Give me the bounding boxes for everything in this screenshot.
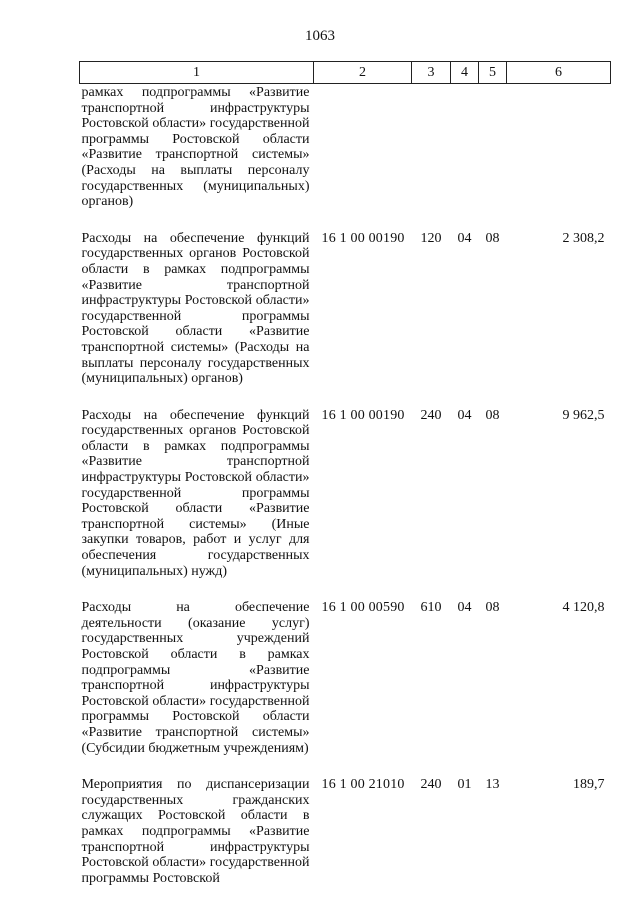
row-section	[451, 84, 479, 231]
row-amount: 2 308,2	[507, 231, 611, 408]
row-description: Расходы на обеспечение функций государственных органов Ростовской области в рамках подпрограммы «Развитие транспортной инфраструктуры Ростовской области» государственной программы Ростовской области «Развитие транспортной системы» (Расходы на выплаты персоналу государственных (муниципальных) органов)	[80, 231, 314, 408]
row-description: Мероприятия по диспансеризации государственных гражданских служащих Ростовской области в рамках подпрограммы «Развитие транспортной инфраструктуры Ростовской области» государственной программы Ростовской	[80, 777, 314, 907]
table-row	[80, 408, 611, 601]
header-col-4: 4	[451, 62, 479, 84]
header-col-1: 1	[80, 62, 314, 84]
header-col-2: 2	[314, 62, 412, 84]
row-subsection: 08	[479, 600, 507, 777]
header-col-6: 6	[507, 62, 611, 84]
table-row	[80, 600, 611, 777]
row-type: 120	[412, 231, 451, 408]
row-subsection	[479, 84, 507, 231]
header-col-3: 3	[412, 62, 451, 84]
row-subsection: 08	[479, 231, 507, 408]
budget-table	[79, 61, 611, 907]
row-code: 16 1 00 00590	[314, 600, 412, 777]
row-amount: 189,7	[507, 777, 611, 907]
row-code: 16 1 00 00190	[314, 231, 412, 408]
header-row	[80, 62, 611, 84]
row-amount: 4 120,8	[507, 600, 611, 777]
row-section: 04	[451, 231, 479, 408]
row-code	[314, 84, 412, 231]
row-amount: 9 962,5	[507, 408, 611, 601]
table-row	[80, 84, 611, 231]
row-code: 16 1 00 21010	[314, 777, 412, 907]
table-row	[80, 231, 611, 408]
row-section: 04	[451, 600, 479, 777]
row-type: 240	[412, 408, 451, 601]
row-description: Расходы на обеспечение деятельности (оказание услуг) государственных учреждений Ростовской области в рамках подпрограммы «Развитие транспортной инфраструктуры Ростовской области» государственной программы Ростовской области «Развитие транспортной системы» (Субсидии бюджетным учреждениям)	[80, 600, 314, 777]
row-type	[412, 84, 451, 231]
row-amount	[507, 84, 611, 231]
row-section: 04	[451, 408, 479, 601]
row-type: 240	[412, 777, 451, 907]
table-row	[80, 777, 611, 907]
row-description: рамках подпрограммы «Развитие транспортной инфраструктуры Ростовской области» государственной программы Ростовской области «Развитие транспортной системы» (Расходы на выплаты персоналу государственных (муниципальных) органов)	[80, 84, 314, 231]
row-subsection: 08	[479, 408, 507, 601]
table-body	[80, 84, 611, 907]
header-col-5: 5	[479, 62, 507, 84]
row-type: 610	[412, 600, 451, 777]
page-number: 1063	[0, 28, 640, 45]
row-description: Расходы на обеспечение функций государственных органов Ростовской области в рамках подпрограммы «Развитие транспортной инфраструктуры Ростовской области» государственной программы Ростовской области «Развитие транспортной системы» (Иные закупки товаров, работ и услуг для обеспечения государственных (муниципальных) нужд)	[80, 408, 314, 601]
table-header	[80, 62, 611, 84]
row-section: 01	[451, 777, 479, 907]
row-subsection: 13	[479, 777, 507, 907]
row-code: 16 1 00 00190	[314, 408, 412, 601]
